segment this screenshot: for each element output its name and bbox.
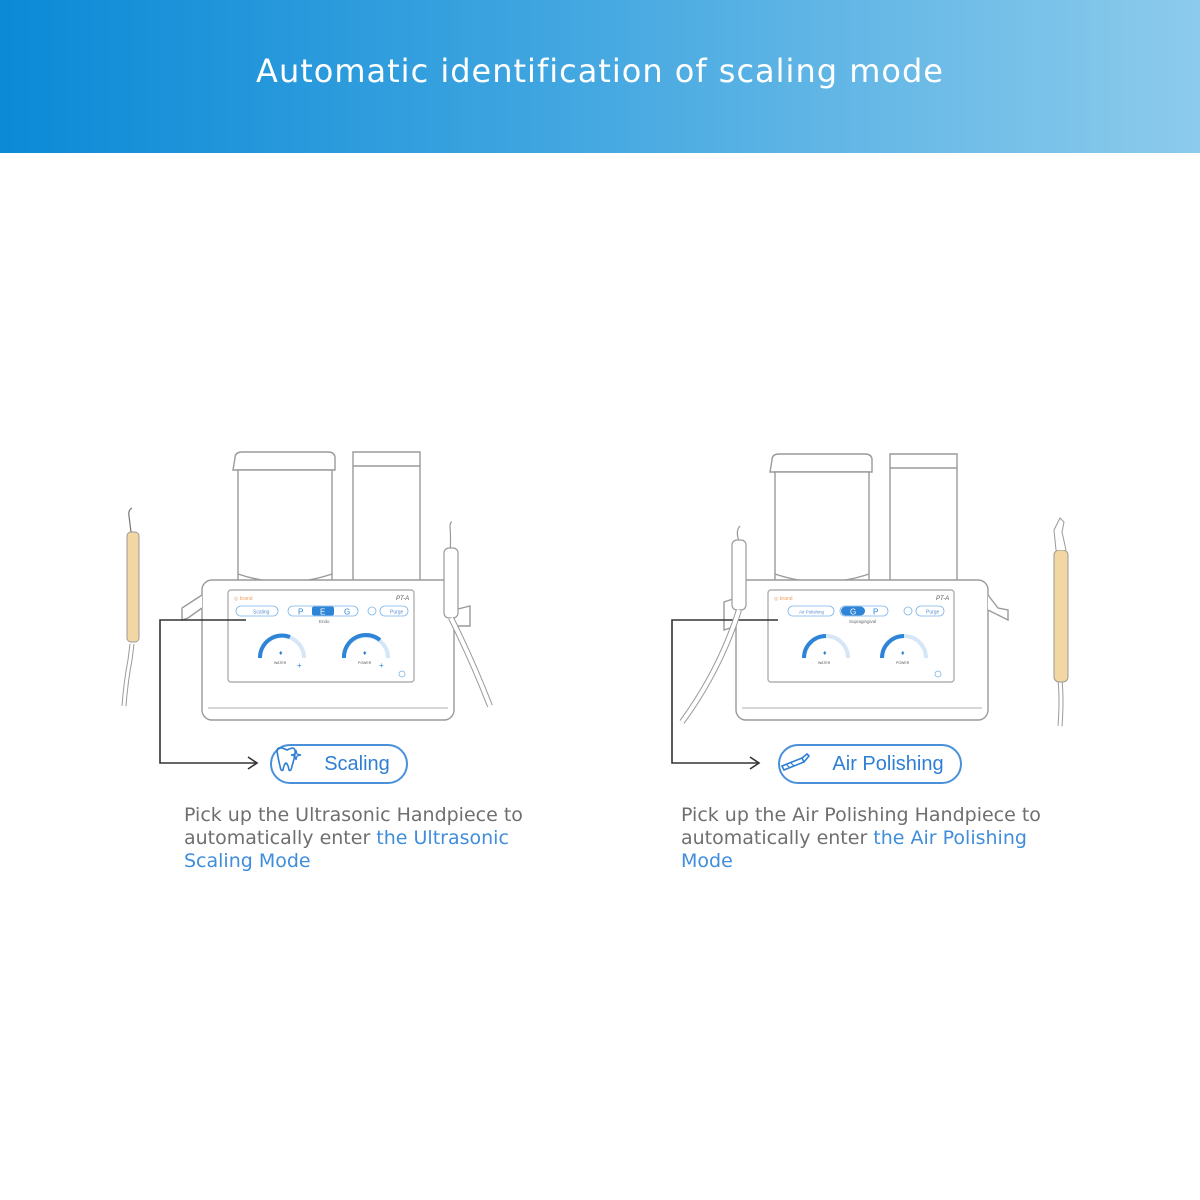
dial-water-label-right: WATER xyxy=(818,661,831,665)
scaling-pill-label: Scaling xyxy=(324,752,390,775)
scaling-panel xyxy=(100,430,660,890)
screen-submode: Endo xyxy=(319,619,330,624)
screen-mode-g-right: G xyxy=(850,607,857,617)
svg-text:◎ brand: ◎ brand xyxy=(234,596,253,602)
air-polishing-caption xyxy=(681,804,1061,873)
svg-text:♦: ♦ xyxy=(279,650,283,657)
dial-power-label: POWER xyxy=(358,661,372,665)
page-title: Automatic identification of scaling mode xyxy=(256,52,944,90)
air-polishing-caption-highlight: the Air Polishing Mode xyxy=(681,827,1027,872)
screen-purge-right: Purge xyxy=(926,609,940,616)
header-banner xyxy=(0,0,1200,153)
screen-mode-p: P xyxy=(298,607,304,617)
scaling-caption-text: Pick up the Ultrasonic Handpiece to automatically enter xyxy=(184,804,523,849)
screen-mode-g: G xyxy=(344,607,351,617)
screen-mode-p-right: P xyxy=(873,607,879,617)
device-model-label-right: PT-A xyxy=(936,596,950,602)
air-polishing-pill-label: Air Polishing xyxy=(832,752,944,775)
svg-text:◎ brand: ◎ brand xyxy=(774,596,793,602)
svg-text:+: + xyxy=(379,661,384,670)
svg-text:♦: ♦ xyxy=(901,650,905,657)
screen-purge: Purge xyxy=(390,609,404,616)
air-polishing-handpiece-icon xyxy=(796,750,826,778)
tooth-sparkle-icon xyxy=(288,750,318,778)
screen-submode-right: Supragingival xyxy=(849,619,877,624)
screen-mode-chip: Scaling xyxy=(253,609,270,616)
dial-power-label-right: POWER xyxy=(896,661,910,665)
device-model-label: PT-A xyxy=(396,596,410,602)
scaling-caption-highlight: the Ultrasonic Scaling Mode xyxy=(184,827,509,872)
svg-text:+: + xyxy=(297,661,302,670)
screen-mode-e: E xyxy=(320,607,326,617)
scaling-mode-pill xyxy=(270,744,408,784)
svg-text:♦: ♦ xyxy=(823,650,827,657)
air-polishing-panel xyxy=(640,430,1200,890)
svg-text:♦: ♦ xyxy=(363,650,367,657)
air-polishing-caption-text: Pick up the Air Polishing Handpiece to automatically enter xyxy=(681,804,1041,849)
screen-mode-chip-right: Air Polishing xyxy=(799,609,825,615)
dial-water-label: WATER xyxy=(274,661,287,665)
scaling-caption xyxy=(184,804,564,873)
air-polishing-mode-pill xyxy=(778,744,962,784)
